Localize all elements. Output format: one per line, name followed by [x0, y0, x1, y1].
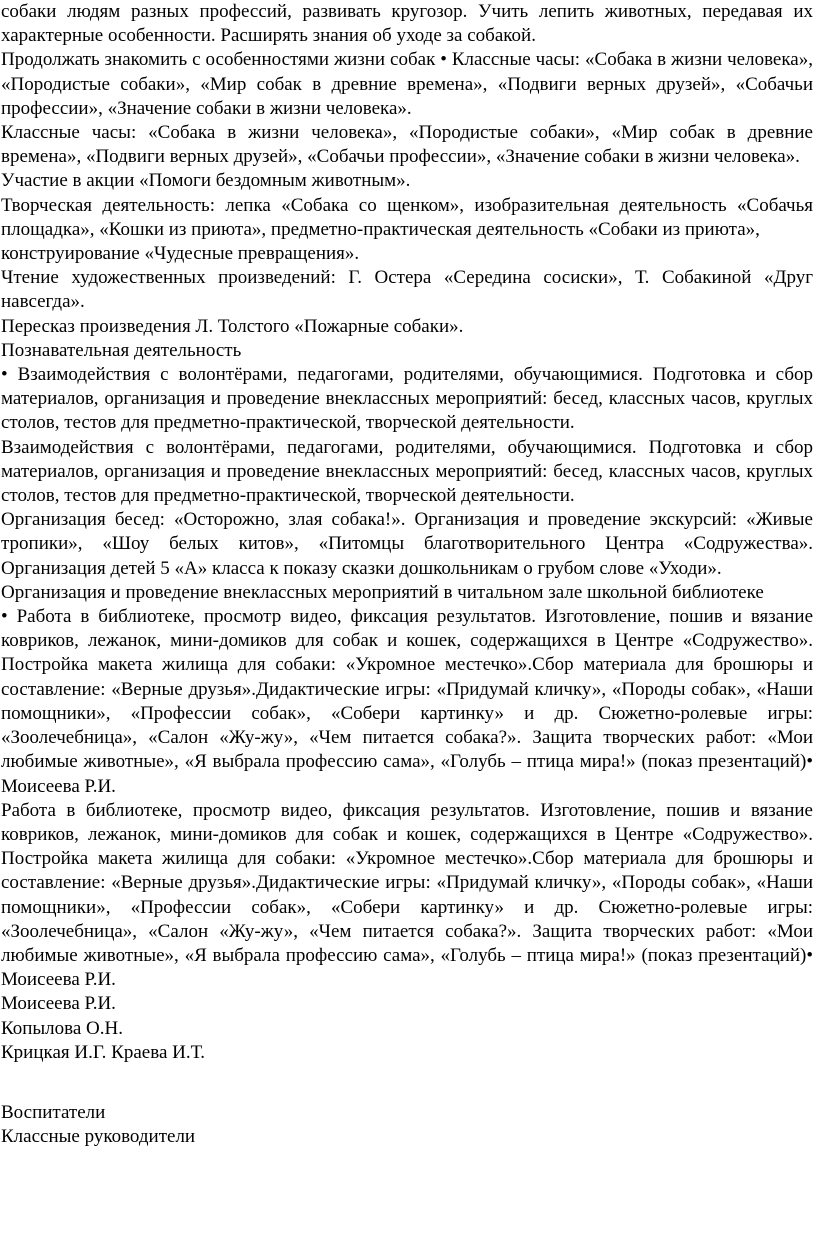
name-kopylova: Копылова О.Н.: [1, 1017, 123, 1039]
name-moiseeva: Моисеева Р.И.: [1, 993, 116, 1015]
paragraph-library-work: Работа в библиотеке, просмотр видео, фиксация результатов. Изготовление, пошив и вязание ковриков, лежанок, мини-домиков для собак и кошек, содержащихся в Центре «Содружество». Постройка макета жилища для собаки: «Укромное местечко».Сбор материала для брошюры и составление: «Верные друзья».Дидактические игры: «Придумай кличку», «Породы собак», «Наши помощники», «Профессии собак», «Собери картинку» и др. Сюжетно-ролевые игры: «Зоолечебница», «Салон «Жу-жу», «Чем питается собака?». Защита творческих работ: «Мои любимые животные», «Я выбрала профессию сама», «Голубь – птица мира!» (показ презентаций)• Моисеева Р.И.: [1, 799, 813, 991]
paragraph-dog-life: Продолжать знакомить с особенностями жизни собак • Классные часы: «Собака в жизни человека», «Породистые собаки», «Мир собак в древние времена», «Подвиги верных друзей», «Собачьи профессии», «Значение собаки в жизни человека».: [1, 49, 813, 119]
paragraph-class-hours: Классные часы: «Собака в жизни человека», «Породистые собаки», «Мир собак в древние времена», «Подвиги верных друзей», «Собачьи профессии», «Значение собаки в жизни человека».: [1, 122, 813, 168]
paragraph-library-events: Организация и проведение внеклассных мероприятий в читальном зале школьной библиотеке: [1, 581, 764, 603]
role-educators: Воспитатели: [1, 1101, 106, 1123]
paragraph-reading: Чтение художественных произведений: Г. Остера «Середина сосиски», Т. Собакиной «Друг навсегда».: [1, 267, 813, 313]
name-kritskaya-kraeva: Крицкая И.Г. Краева И.Т.: [1, 1041, 206, 1063]
role-class-teachers: Классные руководители: [1, 1126, 196, 1148]
paragraph-cognitive-heading: Познавательная деятельность: [1, 339, 242, 361]
paragraph-campaign: Участие в акции «Помоги бездомным животным».: [1, 170, 411, 192]
paragraph-goals: собаки людям разных профессий, развивать кругозор. Учить лепить животных, передавая их характерные особенности. Расширять знания об уходе за собакой.: [1, 1, 813, 47]
paragraph-volunteers: Взаимодействия с волонтёрами, педагогами, родителями, обучающимися. Подготовка и сбор материалов, организация и проведение внеклассных мероприятий: бесед, классных часов, круглых столов, тестов для предметно-практической, творческой деятельности.: [1, 436, 813, 507]
paragraph-excursions: Организация бесед: «Осторожно, злая собака!». Организация и проведение экскурсий: «Живые тропики», «Шоу белых китов», «Питомцы благотворительного Центра «Содружества». Организация детей 5 «А» класса к показу сказки дошкольникам о грубом слове «Уходи».: [1, 509, 813, 579]
paragraph-construction: конструирование «Чудесные превращения».: [1, 243, 360, 265]
paragraph-library-work-bullet: • Работа в библиотеке, просмотр видео, фиксация результатов. Изготовление, пошив и вязание ковриков, лежанок, мини-домиков для собак и кошек, содержащихся в Центре «Содружество». Постройка макета жилища для собаки: «Укромное местечко».Сбор материала для брошюры и составление: «Верные друзья».Дидактические игры: «Придумай кличку», «Породы собак», «Наши помощники», «Профессии собак», «Собери картинку» и др. Сюжетно-ролевые игры: «Зоолечебница», «Салон «Жу-жу», «Чем питается собака?». Защита творческих работ: «Мои любимые животные», «Я выбрала профессию сама», «Голубь – птица мира!» (показ презентаций)• Моисеева Р.И.: [1, 606, 813, 797]
paragraph-volunteers-bullet: • Взаимодействия с волонтёрами, педагогами, родителями, обучающимися. Подготовка и сбор материалов, организация и проведение внеклассных мероприятий: бесед, классных часов, круглых столов, тестов для предметно-практической, творческой деятельности.: [1, 364, 813, 434]
paragraph-creative: Творческая деятельность: лепка «Собака со щенком», изобразительная деятельность «Собачья площадка», «Кошки из приюта», предметно-практическая деятельность «Собаки из приюта»,: [1, 194, 813, 240]
spacer: [1, 1065, 813, 1101]
paragraph-retelling: Пересказ произведения Л. Толстого «Пожарные собаки».: [1, 315, 464, 337]
